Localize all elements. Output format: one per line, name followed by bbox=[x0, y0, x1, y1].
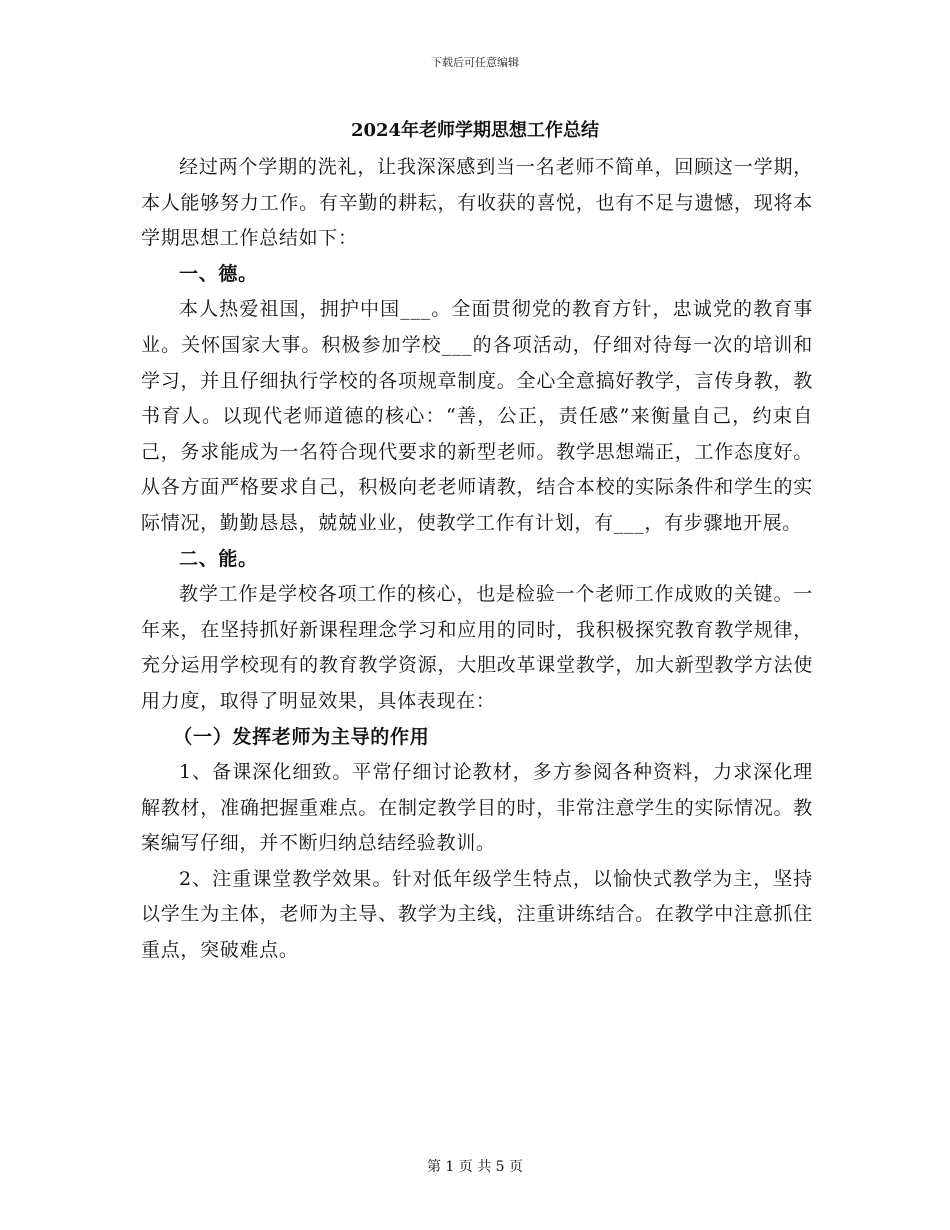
page-number: 第 1 页 共 5 页 bbox=[426, 1159, 524, 1175]
document-title: 2024年老师学期思想工作总结 bbox=[350, 120, 600, 141]
header-note: 下载后可任意编辑 bbox=[431, 56, 519, 69]
list-item: 2、注重课堂教学效果。针对低年级学生特点，以愉快式教学为主，坚持以学生为主体，老师为主导、教学为主线，注重讲练结合。在教学中注意抓住重点，突破难点。 bbox=[141, 867, 813, 962]
section-heading-neng: 二、能。 bbox=[179, 547, 258, 570]
section-body-neng: 教学工作是学校各项工作的核心，也是检验一个老师工作成败的关键。一年来，在坚持抓好新课程理念学习和应用的同时，我积极探究教育教学规律，充分运用学校现有的教育教学资源，大胆改革课堂教学，加大新型教学方法使用力度，取得了明显效果，具体表现在： bbox=[141, 583, 813, 712]
subsection-heading-1: （一）发挥老师为主导的作用 bbox=[173, 725, 430, 748]
intro-paragraph: 经过两个学期的洗礼，让我深深感到当一名老师不简单，回顾这一学期，本人能够努力工作。有辛勤的耕耘，有收获的喜悦，也有不足与遗憾，现将本学期思想工作总结如下： bbox=[141, 156, 813, 250]
section-body-de: 本人热爱祖国，拥护中国___。全面贯彻党的教育方针，忠诚党的教育事业。关怀国家大事。积极参加学校___的各项活动，仔细对待每一次的培训和学习，并且仔细执行学校的各项规章制度。全心全意搞好教学，言传身教，教书育人。以现代老师道德的核心：“善，公正，责任感”来衡量自己，约束自己，务求能成为一名符合现代要求的新型老师。教学思想端正，工作态度好。从各方面严格要求自己，积极向老老师请教，结合本校的实际条件和学生的实际情况，勤勤恳恳，兢兢业业，使教学工作有计划，有___，有步骤地开展。 bbox=[141, 298, 813, 534]
document-body bbox=[141, 150, 813, 969]
section-heading-de: 一、德。 bbox=[179, 262, 258, 285]
list-item: 1、备课深化细致。平常仔细讨论教材，多方参阅各种资料，力求深化理解教材，准确把握重难点。在制定教学目的时，非常注意学生的实际情况。教案编写仔细，并不断归纳总结经验教训。 bbox=[141, 761, 813, 855]
